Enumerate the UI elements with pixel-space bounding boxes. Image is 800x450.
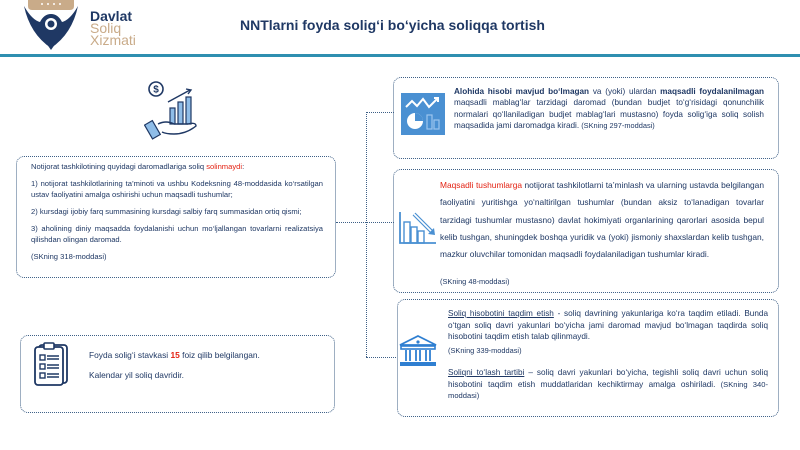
reporting-payment-box [397,299,779,417]
exempt-reference: (SKning 318-moddasi) [31,252,107,261]
exempt-intro [31,161,323,172]
payment-text: – soliq davri yakunlari bo‘yicha, tegishli soliq davri uchun soliq hisobotini taqdim etish muddatlaridan kechiktirmay amalga oshiriladi. [448,368,768,389]
exempt-item-2: 2) kursdagi ijobiy farq summasining kursdagi salbiy farq summasidan ortiq qismi; [31,207,302,216]
reporting-reference: (SKning 339-moddasi) [448,346,522,355]
connector-trunk [366,112,367,357]
exempt-highlight: solinmaydi [206,162,243,171]
eagle-emblem-icon [20,0,82,54]
targeted-receipts-text [440,177,764,263]
payment-reference: (SKning 340-moddasi) [448,379,768,401]
box1-text-2: maqsadli mablag‘lar tarzidagi daromad (bundan budjet to‘g‘risidagi qonunchilik normalari qo‘llaniladigan budjet mablag‘lari mustasno) foyda solig‘iga soliq solish maqsadida jami daromadga kiradi. [454,98,764,131]
exempt-intro-text: Notijorat tashkilotining quyidagi daromadlariga soliq [31,162,207,171]
exempt-item-1: 1) notijorat tashkilotlarining ta’minoti va ushbu Kodeksning 48-moddasida ko‘rsatilgan ustav faoliyatini amalga oshirishi uchun maqsadli tushumlar; [31,179,323,199]
exempt-intro-end: : [242,162,245,171]
logo-line1: Davlat [90,8,133,24]
logo-text [90,10,136,46]
connector-box1 [366,112,394,113]
logo-line2: Soliq [90,20,122,36]
reporting-title: Soliq hisobotini taqdim etish [448,309,554,318]
box2-text: notijorat tashkilotlarni ta’minlash va ularning ustavda belgilangan faoliyatini yuritishga yo‘naltirilgan tushumlar (bundan aksiz to‘lanadigan tovarlar tarzidagi tushumlar mustasno) davlat hokimiyati organlarining qarorlari asosida bepul kelib tushgan, shuningdek boshqa yuridik va (yoki) jismoniy shaxslardan kelib tushgan, mazkur oluvchilar tomonidan maqsadli foydalaniladigan tushumlar kiradi. [440,180,764,260]
tax-rate-value: 15 [170,350,180,360]
payment-title: Soliqni to‘lash tartibi [448,368,525,377]
declining-bar-chart-icon [398,210,438,246]
reporting-paragraph [448,308,768,343]
logo [14,0,174,54]
svg-text:$: $ [153,84,159,96]
separate-accounting-box [393,77,779,159]
exempt-item-3: 3) aholining diniy maqsadda foydalanishi uchun mo‘ljallangan tovarlarni realizatsiya qilishdan olingan daromad. [31,224,323,244]
tax-rate-post: foiz qilib belgilangan. [179,350,260,360]
targeted-receipts-box [393,169,779,293]
clipboard-checklist-icon [33,339,73,387]
reporting-text: - soliq davrining yakunlariga ko‘ra taqdim etiladi. Bunda o‘tgan soliq davri yakunlari bo‘yicha jami daromad mavjud bo‘lmagan taqdirda soliq hisobotini taqdim etish talab qilinmaydi. [448,309,768,342]
box2-reference: (SKning 48-moddasi) [440,277,510,286]
box1-bold-2: maqsadli foydalanilmagan [660,87,765,96]
exempt-income-box [16,156,336,278]
separate-accounting-text [454,86,764,132]
tax-rate-text [89,350,260,361]
header-divider [0,54,800,57]
page-title: NNTlarni foyda solig‘i bo‘yicha soliqqa tortish [240,17,545,33]
payment-paragraph [448,367,768,402]
box1-text-1: va (yoki) ulardan [589,87,661,96]
tax-rate-box [20,335,335,413]
logo-line3: Xizmati [90,32,136,48]
box1-reference: (SKning 297-moddasi) [579,121,655,131]
analytics-chart-icon [401,93,445,135]
connector-left [336,222,394,223]
box1-bold-1: Alohida hisobi mavjud bo‘lmagan [454,87,590,96]
tax-rate-pre: Foyda solig‘i stavkasi [89,350,171,360]
bank-building-icon [398,334,438,368]
connector-box3 [366,357,396,358]
box2-highlight: Maqsadli tushumlarga [440,180,523,190]
hand-dollar-growth-icon [144,80,202,144]
tax-period-text: Kalendar yil soliq davridir. [89,370,184,380]
